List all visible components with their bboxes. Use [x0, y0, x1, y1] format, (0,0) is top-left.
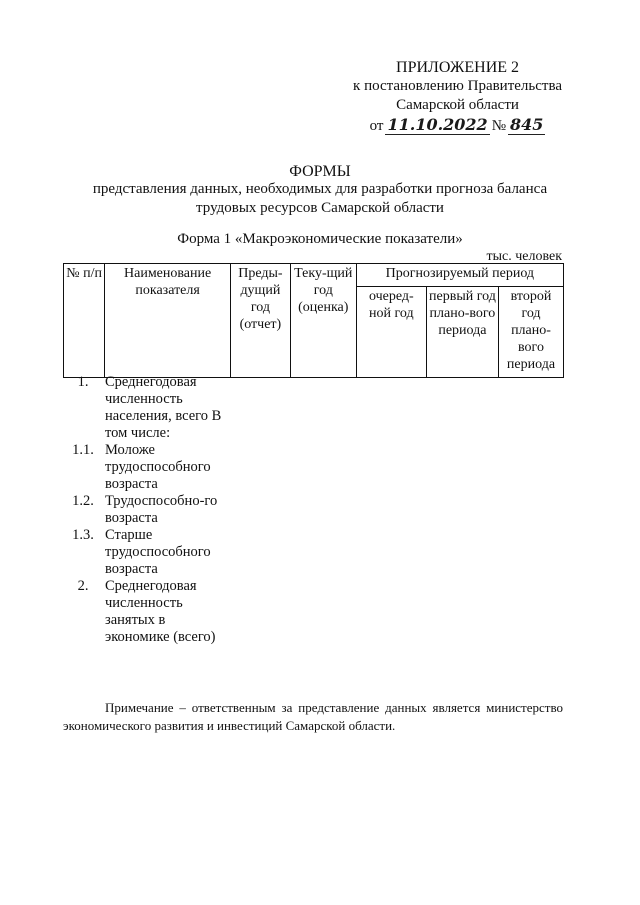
document-title: ФОРМЫ — [289, 163, 351, 180]
appendix-block — [353, 58, 562, 136]
unit-label: тыс. человек — [486, 249, 562, 264]
row-number: 1.2. — [72, 493, 94, 509]
table-row — [63, 374, 230, 442]
table-row — [63, 493, 230, 527]
row-number: 2. — [77, 578, 89, 594]
row-indicator-name: Трудоспособно-го возраста — [105, 493, 218, 526]
note-text: Примечание – ответственным за представление данных является министерство экономического развития и инвестиций Самарской области. — [63, 700, 563, 733]
header-forecast-period: Прогнозируемый период — [356, 264, 563, 287]
form-name: Форма 1 «Макроэкономические показатели» — [177, 231, 463, 247]
indicators-table — [63, 263, 564, 378]
table-row — [63, 442, 230, 493]
appendix-line-1: к постановлению Правительства — [353, 78, 562, 94]
from-prefix: от — [369, 118, 384, 134]
appendix-title: ПРИЛОЖЕНИЕ 2 — [396, 59, 520, 76]
appendix-line-2: Самарской области — [396, 97, 519, 113]
row-indicator-name: Моложе трудоспособного возраста — [105, 442, 211, 492]
handwritten-date: 11.10.2022 — [387, 115, 488, 134]
appendix-date-line — [353, 115, 562, 136]
row-number: 1.1. — [72, 442, 94, 458]
row-indicator-name: Старше трудоспособного возраста — [105, 527, 211, 577]
header-current-year: Теку-щий год (оценка) — [290, 264, 356, 378]
header-name: Наименование показателя — [105, 264, 231, 378]
header-next-year: очеред-ной год — [356, 287, 426, 378]
header-prev-year: Преды-дущий год (отчет) — [231, 264, 291, 378]
table-row — [63, 578, 230, 646]
header-num: № п/п — [64, 264, 105, 378]
handwritten-number: 845 — [510, 115, 544, 134]
row-indicator-name: Среднегодовая численность населения, всего В том числе: — [105, 374, 222, 441]
row-number: 1.3. — [72, 527, 94, 543]
row-number: 1. — [77, 374, 89, 390]
row-indicator-name: Среднегодовая численность занятых в экономике (всего) — [105, 578, 216, 645]
number-prefix: № — [491, 118, 506, 134]
document-subtitle: представления данных, необходимых для разработки прогноза баланса трудовых ресурсов Самарской области — [92, 181, 548, 216]
table-row — [63, 527, 230, 578]
header-plan-year-1: первый год плано-вого периода — [426, 287, 498, 378]
header-plan-year-2: второй год плано-вого периода — [499, 287, 564, 378]
indicator-rows — [63, 374, 230, 646]
